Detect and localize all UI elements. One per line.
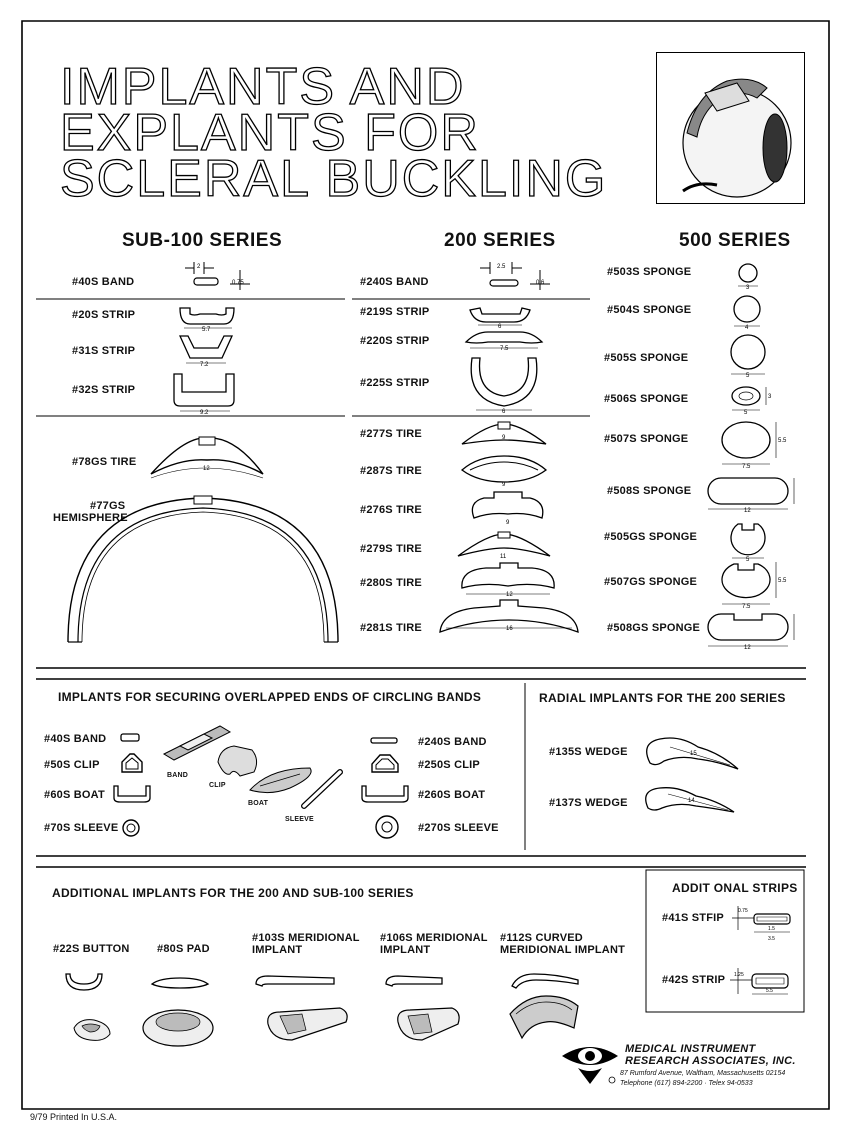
tire-281s-diagram [434,598,584,642]
hemisphere-77gs-diagram [60,492,346,652]
dim-41s-c: 3.5 [768,936,775,942]
wedge-137s-diagram [640,782,740,818]
dim-137s: 14 [688,798,695,804]
dim-240s-h: 0.6 [536,280,545,286]
page-title [60,58,608,208]
label-22s-button: #22S BUTTON [53,943,130,955]
securing-section-title: IMPLANTS FOR SECURING OVERLAPPED ENDS OF CIRCLING BANDS [58,690,482,704]
label-260s-boat: #260S BOAT [418,789,486,801]
dim-506s-h: 3 [768,394,772,400]
label-40s-band: #40S BAND [72,276,135,288]
dim-225s: 6 [502,409,506,415]
label-70s-sleeve: #70S SLEEVE [44,822,119,834]
meridional-106s-3d [392,1002,464,1046]
sub100-series-header: SUB-100 SERIES [122,230,283,251]
dim-20s: 5.7 [202,327,211,333]
label-60s-boat: #60S BOAT [44,789,105,801]
meridional-103s-3d [262,1004,352,1044]
boat-60s-icon [112,782,154,804]
label-135s-wedge: #135S WEDGE [549,746,628,758]
dim-504s: 4 [745,325,749,331]
tire-280s-diagram [456,560,560,600]
caption-boat: BOAT [248,800,269,807]
wedge-135s-diagram [640,733,744,775]
additional-strips-title: ADDIT ONAL STRIPS [672,881,798,895]
strip-225s-diagram [464,352,544,414]
title-line-3: SCLERAL BUCKLING [60,150,608,208]
label-40s-band-secure: #40S BAND [44,733,107,745]
sponge-508gs-diagram [704,610,800,650]
label-106s-line2: IMPLANT [380,944,431,956]
eye-illustration-box [656,52,805,204]
label-276s-tire: #276S TIRE [360,504,422,516]
label-hemisphere: HEMISPHERE [53,512,128,524]
additional-section-title: ADDITIONAL IMPLANTS FOR THE 200 AND SUB-100 SERIES [52,886,414,900]
dim-240s-w: 2.5 [497,264,506,270]
meridional-103s-profile [254,974,338,992]
strip-32s-diagram [170,370,242,414]
caption-sleeve: SLEEVE [285,816,314,823]
band-assembly-drawing [160,710,360,830]
label-270s-sleeve: #270S SLEEVE [418,822,499,834]
label-41s-strip: #41S STFIP [662,912,724,924]
label-78gs-tire: #78GS TIRE [72,456,137,468]
dim-277s: 9 [502,435,506,441]
title-line-2: EXPLANTS FOR [60,104,480,162]
label-279s-tire: #279S TIRE [360,543,422,555]
label-240s-band: #240S BAND [360,276,429,288]
label-225s-strip: #225S STRIP [360,377,430,389]
tire-276s-diagram [464,488,552,528]
sponge-507gs-diagram [716,556,786,612]
label-32s-strip: #32S STRIP [72,384,136,396]
label-508gs-sponge: #508GS SPONGE [607,622,701,634]
dim-78gs: 12 [203,466,210,472]
label-506s-sponge: #506S SPONGE [604,393,689,405]
company-address: 87 Rumford Avenue, Waltham, Massachusetts 02154 [620,1070,786,1077]
label-112s-line2: MERIDIONAL IMPLANT [500,944,626,956]
sleeve-270s-icon [374,814,400,840]
label-77gs: #77GS [90,500,126,512]
sponge-504s-diagram [730,294,766,330]
dim-41s-b: 1.5 [768,926,775,932]
title-line-1: IMPLANTS AND [60,58,466,116]
strip-42s-diagram [730,964,800,1004]
tire-279s-diagram [454,528,554,562]
curved-112s-profile [510,972,582,992]
dim-508gs: 12 [744,645,751,651]
label-137s-wedge: #137S WEDGE [549,797,628,809]
dim-41s-a: 0.75 [738,908,748,914]
pad-80s-3d [140,1004,216,1048]
label-42s-strip: #42S STRIP [662,974,726,986]
button-22s-3d [70,1014,114,1044]
label-505s-sponge: #505S SPONGE [604,352,689,364]
label-507s-sponge: #507S SPONGE [604,433,689,445]
tire-287s-diagram [458,452,550,486]
tire-277s-diagram [458,420,550,450]
dim-279s: 11 [500,554,507,560]
dim-280s: 12 [506,592,513,598]
clip-50s-icon [120,752,144,776]
dim-507s-w: 7.5 [742,464,751,470]
dim-40s-w: 2 [197,264,201,270]
label-508s-sponge: #508S SPONGE [607,485,692,497]
dim-32s: 9.2 [200,410,209,416]
label-250s-clip: #250S CLIP [418,759,480,771]
label-80s-pad: #80S PAD [157,943,210,955]
dim-281s: 16 [506,626,513,632]
label-504s-sponge: #504S SPONGE [607,304,692,316]
label-106s-line1: #106S MERIDIONAL [380,932,488,944]
dim-287s: 9 [502,482,506,488]
sponge-508s-diagram [704,474,800,514]
strip-219s-diagram [464,300,540,328]
strip-31s-diagram [176,332,236,368]
label-220s-strip: #220S STRIP [360,335,430,347]
label-503s-sponge: #503S SPONGE [607,266,692,278]
label-103s-line2: IMPLANT [252,944,303,956]
sleeve-70s-icon [121,818,141,838]
dim-31s: 7.2 [200,362,209,368]
dim-505s: 5 [746,373,750,379]
label-281s-tire: #281S TIRE [360,622,422,634]
500-series-header: 500 SERIES [679,230,791,251]
dim-40s-h: 0.75 [232,280,244,286]
strip-20s-diagram [176,302,240,332]
company-name-line1: MEDICAL INSTRUMENT [625,1043,756,1055]
dim-507gs-h: 5.5 [778,578,787,584]
label-20s-strip: #20S STRIP [72,309,136,321]
caption-clip: CLIP [209,782,226,789]
clip-250s-icon [370,752,400,776]
band-40s-diagram [180,260,260,292]
dim-507s-h: 5.5 [778,438,787,444]
dim-505gs: 5 [746,557,750,563]
dim-276s: 9 [506,520,510,526]
band-240s-diagram [480,260,560,292]
label-219s-strip: #219S STRIP [360,306,430,318]
boat-260s-icon [360,782,412,804]
sponge-507s-diagram [716,418,786,472]
label-50s-clip: #50S CLIP [44,759,100,771]
200-series-header: 200 SERIES [444,230,556,251]
label-287s-tire: #287S TIRE [360,465,422,477]
band-40s-secure-icon [120,732,142,744]
caption-band: BAND [167,772,189,779]
label-505gs-sponge: #505GS SPONGE [604,531,698,543]
company-phone: Telephone (617) 894-2200 · Telex 94-0533 [620,1080,753,1087]
dim-506s-w: 5 [744,410,748,416]
strip-41s-diagram [732,902,798,944]
company-name-line2: RESEARCH ASSOCIATES, INC. [625,1055,796,1067]
sponge-503s-diagram [734,262,764,290]
label-103s-line1: #103S MERIDIONAL [252,932,360,944]
dim-220s: 7.5 [500,346,509,352]
band-240s-secure-icon [370,736,400,746]
label-31s-strip: #31S STRIP [72,345,136,357]
dim-503s: 3 [746,285,750,291]
radial-section-title: RADIAL IMPLANTS FOR THE 200 SERIES [539,691,786,705]
pad-80s-profile [150,976,212,992]
button-22s-profile [64,970,108,996]
company-eye-logo [560,1040,620,1086]
eye-buckle-illustration [657,53,804,203]
tire-78gs-diagram [145,432,269,486]
label-507gs-sponge: #507GS SPONGE [604,576,698,588]
label-280s-tire: #280S TIRE [360,577,422,589]
dim-219s: 6 [498,324,502,330]
dim-508s: 12 [744,508,751,514]
print-date-footer: 9/79 Printed In U.S.A. [30,1112,118,1122]
dim-42s-b: 5.5 [766,988,773,994]
label-112s-line1: #112S CURVED [500,932,583,944]
dim-42s-a: 1.25 [734,972,744,978]
label-277s-tire: #277S TIRE [360,428,422,440]
dim-507gs-w: 7.5 [742,604,751,610]
strip-220s-diagram [462,328,548,352]
curved-112s-3d [506,992,582,1042]
sponge-505s-diagram [728,332,770,380]
meridional-106s-profile [384,974,446,992]
sponge-506s-diagram [728,384,772,416]
label-240s-band-secure: #240S BAND [418,736,487,748]
dim-135s: 15 [690,751,697,757]
